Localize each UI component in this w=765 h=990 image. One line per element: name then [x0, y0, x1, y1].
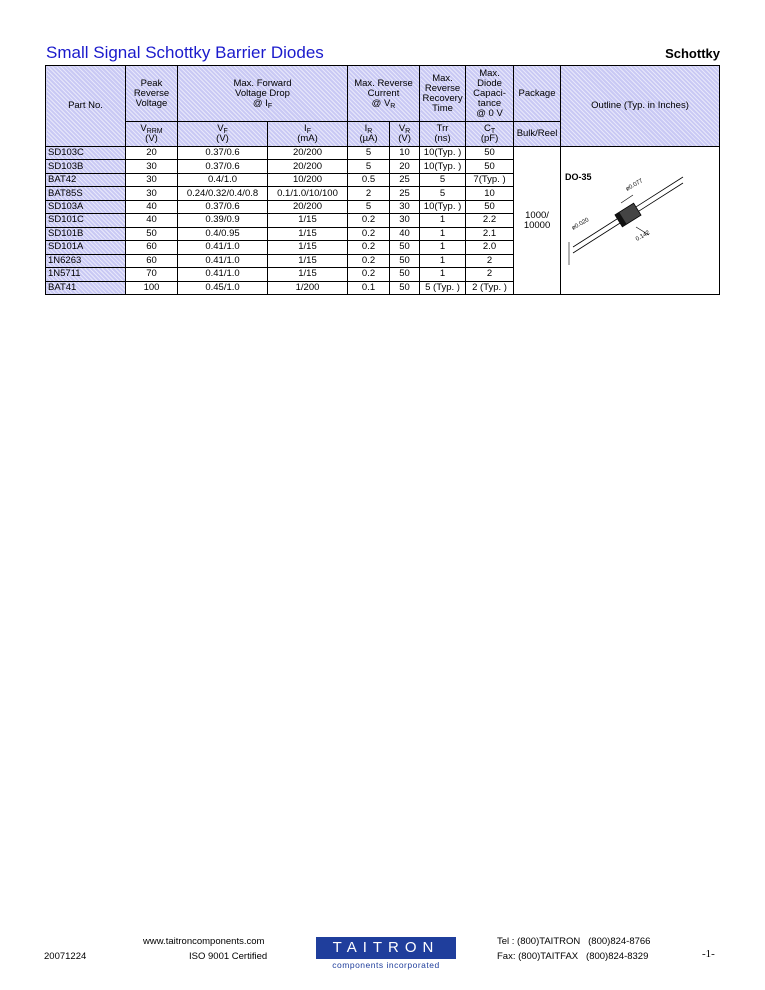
symbol-vr-unit: (V) [398, 133, 411, 144]
cell-vr: 10 [390, 147, 420, 160]
symbol-ct-unit: (pF) [480, 133, 499, 144]
symbol-vf-main: V [217, 123, 224, 134]
page-number: -1- [702, 948, 715, 960]
cell-vf: 0.41/1.0 [178, 268, 268, 281]
header-max-diode-cap [466, 66, 514, 122]
cell-ir: 2 [348, 187, 390, 200]
cell-vf: 0.41/1.0 [178, 241, 268, 254]
cell-vr: 50 [390, 254, 420, 267]
symbol-ir-main: I [364, 123, 368, 134]
cell-vf: 0.24/0.32/0.4/0.8 [178, 187, 268, 200]
header-part-no: Part No. [46, 66, 126, 147]
cell-vrrm: 30 [126, 160, 178, 173]
footer-tel: Tel : (800)TAITRON (800)824-8766 [497, 936, 651, 947]
logo-tagline: components incorporated [332, 960, 440, 970]
header-max-diode-cap-line2: @ 0 V [476, 107, 503, 119]
part-number: SD101C [46, 214, 126, 227]
cell-vr: 25 [390, 173, 420, 186]
cell-ct: 2 (Typ. ) [466, 281, 514, 294]
cell-vf: 0.4/0.95 [178, 227, 268, 240]
part-number: 1N6263 [46, 254, 126, 267]
header-max-forward-sub: F [267, 102, 273, 110]
cell-if: 20/200 [268, 160, 348, 173]
header-max-reverse-recovery: Max. Reverse Recovery Time [420, 66, 466, 122]
header-max-forward-line1: Max. Forward [233, 77, 292, 89]
cell-vrrm: 30 [126, 187, 178, 200]
do35-outline-drawing [561, 147, 693, 294]
header-outline: Outline (Typ. in Inches) [561, 66, 720, 147]
cell-trr: 1 [420, 254, 466, 267]
outline-dim-lead: ø0.020 [571, 217, 591, 232]
cell-trr: 1 [420, 214, 466, 227]
symbol-vrrm-sub: RRM [146, 128, 163, 135]
cell-ct: 10 [466, 187, 514, 200]
footer-fax: Fax: (800)TAITFAX (800)824-8329 [497, 951, 649, 962]
symbol-if-main: I [304, 123, 307, 134]
cell-vf: 0.37/0.6 [178, 147, 268, 160]
cell-if: 20/200 [268, 200, 348, 213]
footer-website[interactable]: www.taitroncomponents.com [143, 936, 265, 947]
outline-dim-length: 0.142 [635, 230, 652, 243]
cell-if: 1/15 [268, 241, 348, 254]
cell-if: 1/200 [268, 281, 348, 294]
spec-table [45, 65, 720, 295]
cell-ct: 7(Typ. ) [466, 173, 514, 186]
cell-if: 10/200 [268, 173, 348, 186]
symbol-ir-unit: (µA) [359, 133, 378, 144]
header-max-forward [178, 66, 348, 122]
outline-package-name: DO-35 [565, 172, 592, 182]
symbol-vf-sub: F [223, 128, 228, 135]
part-number: BAT42 [46, 173, 126, 186]
cell-vrrm: 20 [126, 147, 178, 160]
dim-tick-body [621, 195, 633, 203]
cell-ct: 2 [466, 254, 514, 267]
header-max-forward-line2: Voltage Drop [235, 87, 290, 99]
table-row [46, 147, 720, 160]
cell-trr: 1 [420, 241, 466, 254]
header-peak-reverse-voltage: Peak Reverse Voltage [126, 66, 178, 122]
package-quantity-line1: 1000/ [525, 209, 549, 221]
cell-ir: 5 [348, 160, 390, 173]
header-max-diode-cap-line1: Max. Diode Capaci- tance [473, 67, 506, 109]
cell-ir: 0.2 [348, 227, 390, 240]
cell-ct: 50 [466, 160, 514, 173]
cell-ir: 0.5 [348, 173, 390, 186]
symbol-vf [178, 122, 268, 147]
cell-trr: 10(Typ. ) [420, 160, 466, 173]
symbol-ir [348, 122, 390, 147]
cell-if: 1/15 [268, 254, 348, 267]
cell-if: 1/15 [268, 214, 348, 227]
cell-vr: 30 [390, 214, 420, 227]
cell-trr: 5 [420, 187, 466, 200]
symbol-trr-unit: (ns) [434, 133, 451, 144]
header-max-forward-line3: @ I [252, 97, 268, 109]
header-bulk-reel: Bulk/Reel [514, 122, 561, 147]
cell-vrrm: 60 [126, 254, 178, 267]
symbol-vrrm [126, 122, 178, 147]
cell-ir: 0.2 [348, 241, 390, 254]
part-number: SD101B [46, 227, 126, 240]
cell-ct: 50 [466, 200, 514, 213]
part-number: SD103B [46, 160, 126, 173]
outline-drawing-cell [561, 147, 720, 295]
outline-dim-body: ø0.077 [625, 178, 645, 193]
cell-ct: 2 [466, 268, 514, 281]
diode-body [615, 203, 641, 227]
cell-vr: 50 [390, 241, 420, 254]
symbol-ct-sub: T [490, 128, 496, 135]
taitron-logo [316, 937, 456, 970]
cell-vrrm: 60 [126, 241, 178, 254]
symbol-trr-main: Trr [436, 123, 449, 134]
cell-vr: 25 [390, 187, 420, 200]
symbol-if-sub: F [306, 128, 311, 135]
cell-ct: 2.2 [466, 214, 514, 227]
logo-wordmark: TAITRON [316, 937, 456, 959]
header-package: Package [514, 66, 561, 122]
symbol-if [268, 122, 348, 147]
cell-vrrm: 100 [126, 281, 178, 294]
cell-ct: 50 [466, 147, 514, 160]
cell-ir: 0.2 [348, 214, 390, 227]
cell-if: 0.1/1.0/10/100 [268, 187, 348, 200]
footer-date: 20071224 [44, 951, 87, 962]
cell-ir: 5 [348, 200, 390, 213]
package-quantity-line2: 10000 [523, 219, 551, 231]
cell-if: 20/200 [268, 147, 348, 160]
cell-vr: 20 [390, 160, 420, 173]
symbol-trr [420, 122, 466, 147]
header-max-reverse-current-sub: R [390, 102, 396, 110]
header-max-reverse-current-line2: @ V [371, 97, 391, 109]
cell-trr: 5 [420, 173, 466, 186]
part-number: BAT41 [46, 281, 126, 294]
cell-trr: 10(Typ. ) [420, 200, 466, 213]
category-label: Schottky [665, 46, 720, 61]
cell-ir: 0.2 [348, 268, 390, 281]
symbol-ir-sub: R [367, 128, 373, 135]
cell-vf: 0.4/1.0 [178, 173, 268, 186]
symbol-if-unit: (mA) [297, 133, 318, 144]
header-max-reverse-current [348, 66, 420, 122]
cell-trr: 10(Typ. ) [420, 147, 466, 160]
symbol-vrrm-main: V [140, 123, 147, 134]
cell-ct: 2.1 [466, 227, 514, 240]
cell-vr: 50 [390, 268, 420, 281]
part-number: SD103C [46, 147, 126, 160]
cell-trr: 5 (Typ. ) [420, 281, 466, 294]
cell-vrrm: 40 [126, 214, 178, 227]
symbol-ct-main: C [483, 123, 491, 134]
package-quantity [514, 147, 561, 295]
cell-if: 1/15 [268, 227, 348, 240]
part-number: 1N5711 [46, 268, 126, 281]
part-number: SD101A [46, 241, 126, 254]
cell-vrrm: 40 [126, 200, 178, 213]
cell-ir: 5 [348, 147, 390, 160]
symbol-ct [466, 122, 514, 147]
cell-vrrm: 30 [126, 173, 178, 186]
cell-ir: 0.2 [348, 254, 390, 267]
cell-vrrm: 50 [126, 227, 178, 240]
cell-vr: 50 [390, 281, 420, 294]
cell-if: 1/15 [268, 268, 348, 281]
cell-ir: 0.1 [348, 281, 390, 294]
cell-vf: 0.39/0.9 [178, 214, 268, 227]
symbol-vf-unit: (V) [216, 133, 229, 144]
cell-vf: 0.37/0.6 [178, 160, 268, 173]
symbol-vr-main: V [398, 123, 406, 134]
symbol-vr [390, 122, 420, 147]
symbol-vr-sub: R [405, 128, 411, 135]
cell-trr: 1 [420, 268, 466, 281]
cell-vf: 0.41/1.0 [178, 254, 268, 267]
cell-vf: 0.37/0.6 [178, 200, 268, 213]
cell-ct: 2.0 [466, 241, 514, 254]
cell-trr: 1 [420, 227, 466, 240]
footer-iso: ISO 9001 Certified [189, 951, 268, 962]
part-number: BAT85S [46, 187, 126, 200]
symbol-vrrm-unit: (V) [145, 133, 158, 144]
part-number: SD103A [46, 200, 126, 213]
header-max-reverse-current-line1: Max. Reverse Current [354, 77, 413, 99]
cell-vf: 0.45/1.0 [178, 281, 268, 294]
cell-vr: 30 [390, 200, 420, 213]
cell-vr: 40 [390, 227, 420, 240]
cell-vrrm: 70 [126, 268, 178, 281]
page-title: Small Signal Schottky Barrier Diodes [46, 43, 324, 62]
